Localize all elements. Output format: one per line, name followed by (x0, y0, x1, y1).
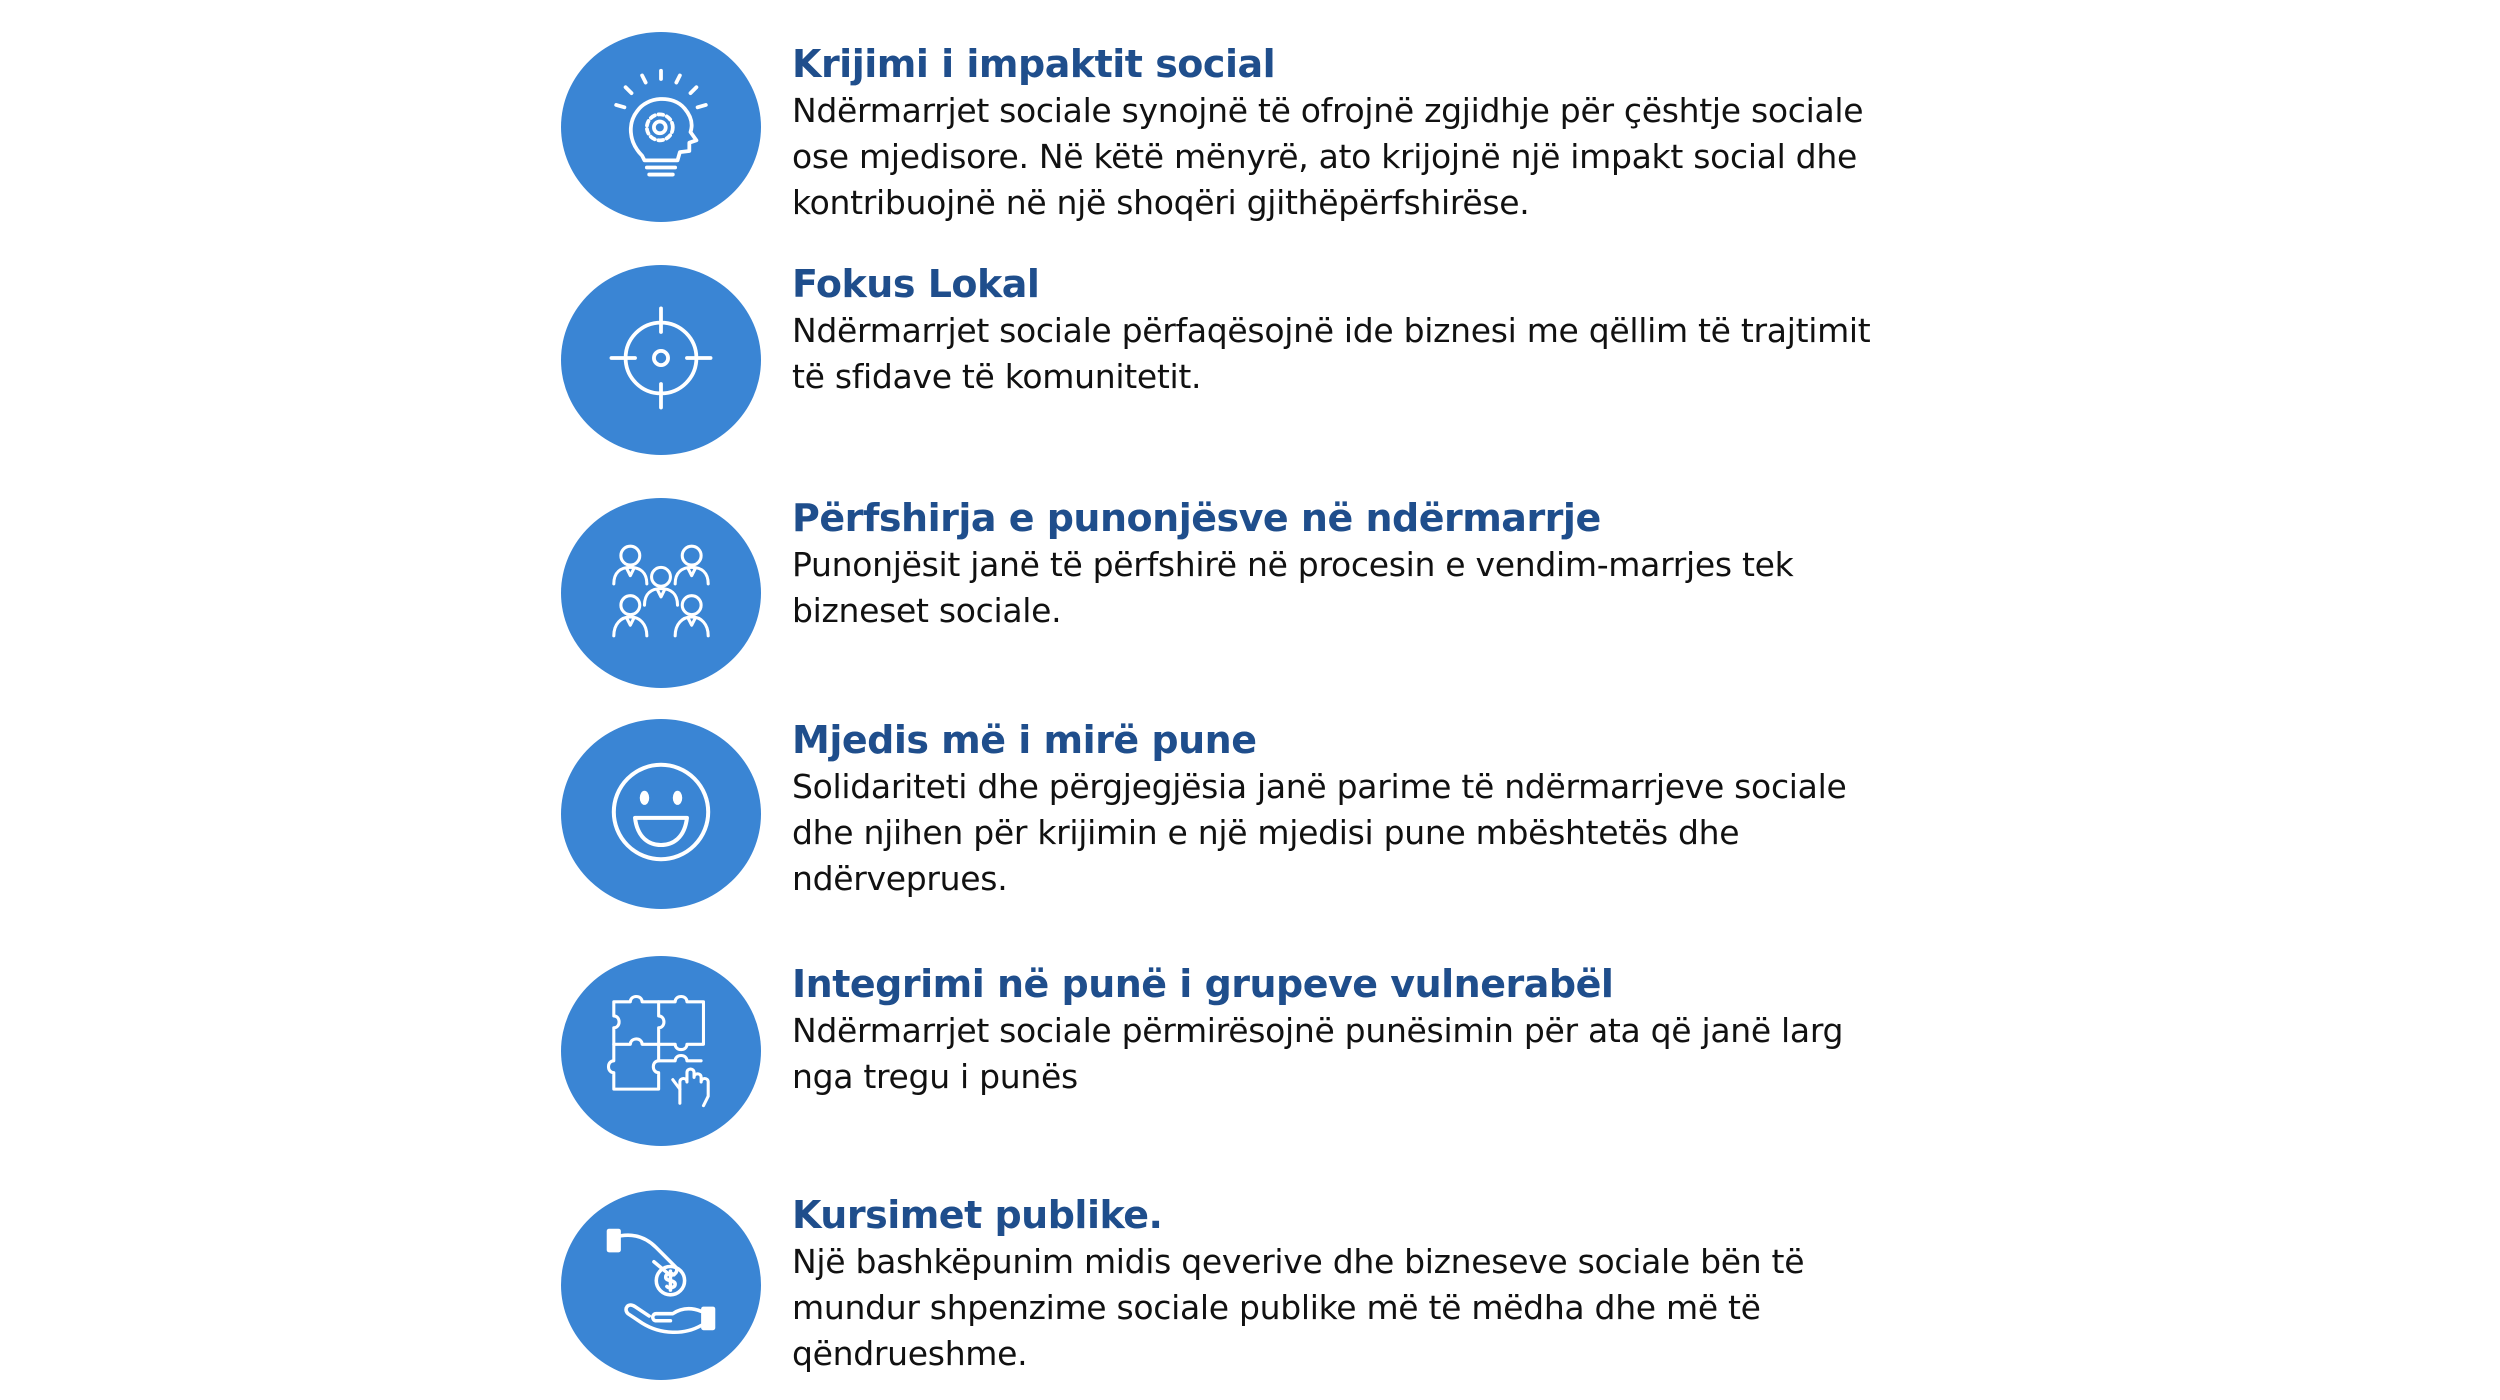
feature-text (792, 1191, 1932, 1377)
feature-description (792, 1239, 1932, 1377)
description-line: kontribuojnë në një shoqëri gjithëpërfshirëse. (792, 183, 1530, 222)
description-line: Punonjësit janë të përfshirë në procesin e vendim-marrjes tek (792, 545, 1794, 584)
description-line: ose mjedisore. Në këtë mënyrë, ato krijojnë një impakt social dhe (792, 137, 1857, 176)
feature-text (792, 960, 1932, 1100)
icon-circle (561, 265, 761, 455)
description-line: Ndërmarrjet sociale synojnë të ofrojnë zgjidhje për çështje sociale (792, 91, 1864, 130)
feature-title: Krijimi i impaktit social (792, 42, 1276, 86)
feature-description (792, 308, 1932, 400)
feature-text (792, 260, 1932, 400)
people-group-icon (602, 532, 720, 654)
lightbulb-head-icon (602, 66, 720, 188)
feature-description (792, 542, 1932, 634)
description-line: Solidariteti dhe përgjegjësia janë parime të ndërmarrjeve sociale (792, 767, 1847, 806)
description-line: të sfidave të komunitetit. (792, 357, 1202, 396)
description-line: Një bashkëpunim midis qeverive dhe bizneseve sociale bën të (792, 1242, 1805, 1281)
description-line: nga tregu i punës (792, 1057, 1078, 1096)
icon-circle (561, 498, 761, 688)
smiley-face-icon (602, 753, 720, 875)
icon-circle (561, 1190, 761, 1380)
description-line: mundur shpenzime sociale publike më të mëdha dhe më të (792, 1288, 1761, 1327)
target-icon (602, 299, 720, 421)
description-line: qëndrueshme. (792, 1334, 1028, 1373)
feature-title: Përfshirja e punonjësve në ndërmarrje (792, 496, 1601, 540)
feature-description (792, 764, 1932, 902)
description-line: Ndërmarrjet sociale përmirësojnë punësimin për ata që janë larg (792, 1011, 1844, 1050)
description-line: Ndërmarrjet sociale përfaqësojnë ide biznesi me qëllim të trajtimit (792, 311, 1871, 350)
feature-text (792, 494, 1932, 634)
description-line: bizneset sociale. (792, 591, 1062, 630)
description-line: ndërveprues. (792, 859, 1008, 898)
feature-text (792, 716, 1932, 902)
feature-title: Kursimet publike. (792, 1193, 1163, 1237)
feature-title: Mjedis më i mirë pune (792, 718, 1257, 762)
icon-circle (561, 956, 761, 1146)
hand-coin-icon (602, 1224, 720, 1346)
description-line: dhe njihen për krijimin e një mjedisi pune mbështetës dhe (792, 813, 1740, 852)
icon-circle (561, 719, 761, 909)
icon-circle (561, 32, 761, 222)
feature-description (792, 1008, 1932, 1100)
feature-title: Fokus Lokal (792, 262, 1040, 306)
feature-title: Integrimi në punë i grupeve vulnerabël (792, 962, 1614, 1006)
feature-text (792, 40, 1932, 226)
puzzle-icon (602, 990, 720, 1112)
feature-description (792, 88, 1932, 226)
